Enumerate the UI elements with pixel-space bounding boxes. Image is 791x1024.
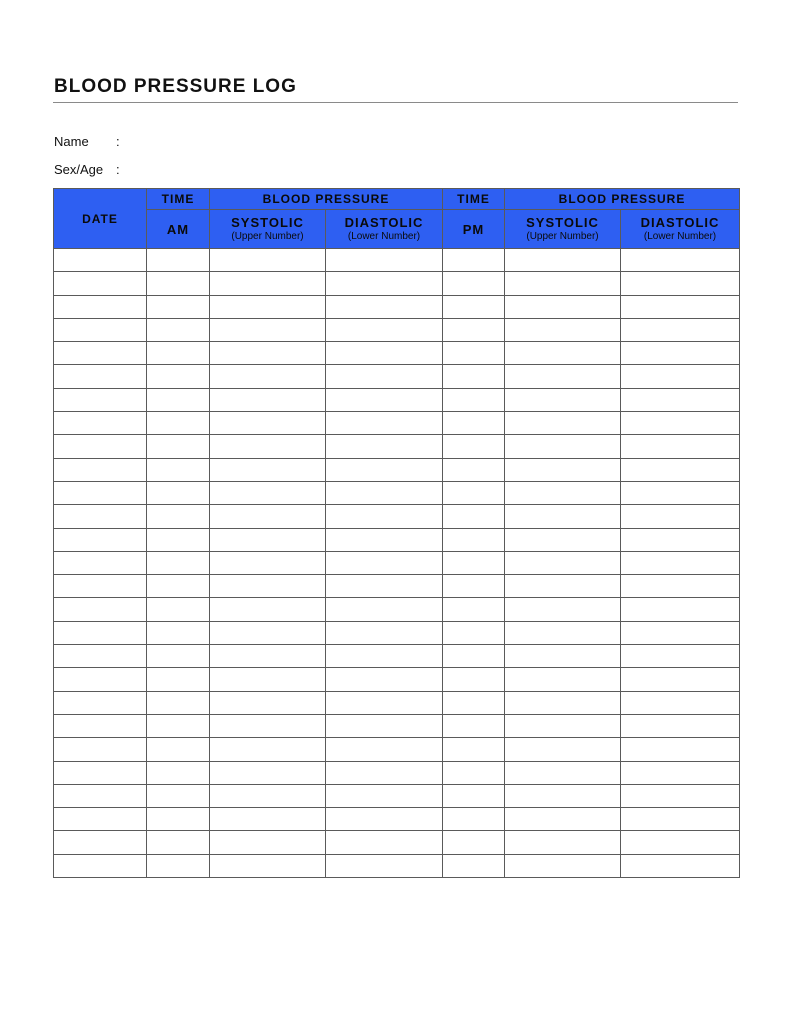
table-row <box>54 831 740 854</box>
pm-time-cell[interactable] <box>443 761 505 784</box>
am-systolic-cell[interactable] <box>210 272 326 295</box>
am-diastolic-cell[interactable] <box>326 808 443 831</box>
am-systolic-header <box>210 210 326 249</box>
pm-header: PM <box>443 210 505 249</box>
am-time-cell[interactable] <box>147 738 210 761</box>
am-diastolic-cell[interactable] <box>326 738 443 761</box>
am-diastolic-cell[interactable] <box>326 551 443 574</box>
table-row <box>54 342 740 365</box>
pm-time-cell[interactable] <box>443 714 505 737</box>
pm-time-cell[interactable] <box>443 295 505 318</box>
pm-systolic-cell[interactable] <box>505 714 621 737</box>
table-row <box>54 784 740 807</box>
date-cell[interactable] <box>54 784 147 807</box>
pm-systolic-cell[interactable] <box>505 481 621 504</box>
pm-diastolic-cell[interactable] <box>621 808 740 831</box>
am-time-cell[interactable] <box>147 808 210 831</box>
am-diastolic-cell[interactable] <box>326 295 443 318</box>
pm-systolic-cell[interactable] <box>505 458 621 481</box>
table-row <box>54 295 740 318</box>
am-systolic-cell[interactable] <box>210 854 326 877</box>
pm-diastolic-cell[interactable] <box>621 645 740 668</box>
pm-systolic-cell[interactable] <box>505 808 621 831</box>
pm-diastolic-cell[interactable] <box>621 435 740 458</box>
am-time-cell[interactable] <box>147 528 210 551</box>
am-time-cell[interactable] <box>147 435 210 458</box>
pm-diastolic-cell[interactable] <box>621 761 740 784</box>
am-systolic-cell[interactable] <box>210 412 326 435</box>
date-cell[interactable] <box>54 272 147 295</box>
am-time-cell[interactable] <box>147 481 210 504</box>
am-time-cell[interactable] <box>147 272 210 295</box>
am-systolic-cell[interactable] <box>210 808 326 831</box>
am-time-cell[interactable] <box>147 388 210 411</box>
pm-time-cell[interactable] <box>443 412 505 435</box>
pm-time-cell[interactable] <box>443 784 505 807</box>
date-cell[interactable] <box>54 854 147 877</box>
pm-diastolic-label: DIASTOLIC <box>640 215 720 230</box>
pm-systolic-cell[interactable] <box>505 505 621 528</box>
pm-diastolic-cell[interactable] <box>621 342 740 365</box>
pm-time-cell[interactable] <box>443 691 505 714</box>
sex-age-separator: : <box>116 162 120 177</box>
log-body <box>54 249 740 878</box>
am-time-cell[interactable] <box>147 621 210 644</box>
pm-diastolic-cell[interactable] <box>621 295 740 318</box>
name-label: Name <box>54 134 89 149</box>
am-diastolic-cell[interactable] <box>326 691 443 714</box>
table-row <box>54 551 740 574</box>
date-cell[interactable] <box>54 295 147 318</box>
pm-systolic-cell[interactable] <box>505 784 621 807</box>
am-diastolic-cell[interactable] <box>326 249 443 272</box>
name-separator: : <box>116 134 120 149</box>
table-row <box>54 738 740 761</box>
am-time-cell[interactable] <box>147 575 210 598</box>
pm-diastolic-cell[interactable] <box>621 505 740 528</box>
am-systolic-cell[interactable] <box>210 784 326 807</box>
pm-diastolic-cell[interactable] <box>621 551 740 574</box>
pm-systolic-cell[interactable] <box>505 295 621 318</box>
table-row <box>54 808 740 831</box>
pm-systolic-cell[interactable] <box>505 342 621 365</box>
am-time-cell[interactable] <box>147 645 210 668</box>
date-cell[interactable] <box>54 761 147 784</box>
am-systolic-cell[interactable] <box>210 714 326 737</box>
pm-time-cell[interactable] <box>443 505 505 528</box>
table-row <box>54 505 740 528</box>
table-row <box>54 621 740 644</box>
date-cell[interactable] <box>54 668 147 691</box>
table-row <box>54 528 740 551</box>
pm-systolic-cell[interactable] <box>505 831 621 854</box>
date-cell[interactable] <box>54 598 147 621</box>
am-diastolic-cell[interactable] <box>326 854 443 877</box>
pm-diastolic-cell[interactable] <box>621 831 740 854</box>
table-row <box>54 272 740 295</box>
am-time-header: TIME <box>147 189 210 210</box>
title-divider <box>53 102 738 103</box>
pm-time-cell[interactable] <box>443 808 505 831</box>
am-diastolic-cell[interactable] <box>326 365 443 388</box>
pm-time-cell[interactable] <box>443 551 505 574</box>
am-blood-pressure-header: BLOOD PRESSURE <box>210 189 443 210</box>
date-cell[interactable] <box>54 481 147 504</box>
pm-time-cell[interactable] <box>443 528 505 551</box>
am-time-cell[interactable] <box>147 505 210 528</box>
am-diastolic-sublabel: (Lower Number) <box>347 231 421 242</box>
am-systolic-cell[interactable] <box>210 598 326 621</box>
date-cell[interactable] <box>54 249 147 272</box>
am-diastolic-cell[interactable] <box>326 481 443 504</box>
date-cell[interactable] <box>54 435 147 458</box>
am-systolic-label: SYSTOLIC <box>231 215 304 230</box>
pm-time-cell[interactable] <box>443 598 505 621</box>
pm-time-cell[interactable] <box>443 831 505 854</box>
date-cell[interactable] <box>54 714 147 737</box>
pm-time-cell[interactable] <box>443 854 505 877</box>
pm-systolic-cell[interactable] <box>505 318 621 341</box>
date-cell[interactable] <box>54 645 147 668</box>
date-cell[interactable] <box>54 318 147 341</box>
pm-time-cell[interactable] <box>443 272 505 295</box>
date-cell[interactable] <box>54 412 147 435</box>
date-cell[interactable] <box>54 808 147 831</box>
am-systolic-cell[interactable] <box>210 365 326 388</box>
am-diastolic-cell[interactable] <box>326 318 443 341</box>
am-systolic-cell[interactable] <box>210 575 326 598</box>
pm-systolic-cell[interactable] <box>505 621 621 644</box>
pm-systolic-header <box>505 210 621 249</box>
pm-time-cell[interactable] <box>443 342 505 365</box>
table-row <box>54 598 740 621</box>
pm-time-cell[interactable] <box>443 458 505 481</box>
am-diastolic-cell[interactable] <box>326 668 443 691</box>
pm-time-cell[interactable] <box>443 435 505 458</box>
table-row <box>54 365 740 388</box>
am-time-cell[interactable] <box>147 412 210 435</box>
am-diastolic-cell[interactable] <box>326 342 443 365</box>
pm-systolic-cell[interactable] <box>505 528 621 551</box>
date-header: DATE <box>54 189 147 249</box>
pm-diastolic-cell[interactable] <box>621 784 740 807</box>
pm-systolic-cell[interactable] <box>505 412 621 435</box>
pm-diastolic-cell[interactable] <box>621 365 740 388</box>
pm-systolic-cell[interactable] <box>505 272 621 295</box>
am-diastolic-cell[interactable] <box>326 831 443 854</box>
name-field[interactable] <box>54 134 120 149</box>
pm-diastolic-cell[interactable] <box>621 738 740 761</box>
pm-diastolic-cell[interactable] <box>621 714 740 737</box>
pm-systolic-cell[interactable] <box>505 854 621 877</box>
pm-time-cell[interactable] <box>443 481 505 504</box>
am-systolic-cell[interactable] <box>210 831 326 854</box>
am-systolic-cell[interactable] <box>210 435 326 458</box>
pm-time-cell[interactable] <box>443 388 505 411</box>
am-time-cell[interactable] <box>147 854 210 877</box>
am-systolic-cell[interactable] <box>210 621 326 644</box>
pm-diastolic-cell[interactable] <box>621 318 740 341</box>
table-row <box>54 388 740 411</box>
table-row <box>54 714 740 737</box>
am-diastolic-cell[interactable] <box>326 621 443 644</box>
am-diastolic-cell[interactable] <box>326 528 443 551</box>
am-time-cell[interactable] <box>147 249 210 272</box>
am-time-cell[interactable] <box>147 668 210 691</box>
am-time-cell[interactable] <box>147 365 210 388</box>
blood-pressure-table <box>53 188 740 878</box>
am-time-cell[interactable] <box>147 295 210 318</box>
pm-time-cell[interactable] <box>443 575 505 598</box>
pm-time-cell[interactable] <box>443 738 505 761</box>
pm-diastolic-cell[interactable] <box>621 388 740 411</box>
am-time-cell[interactable] <box>147 714 210 737</box>
am-systolic-cell[interactable] <box>210 318 326 341</box>
pm-systolic-cell[interactable] <box>505 691 621 714</box>
am-diastolic-label: DIASTOLIC <box>344 215 424 230</box>
am-time-cell[interactable] <box>147 691 210 714</box>
am-diastolic-cell[interactable] <box>326 458 443 481</box>
table-row <box>54 435 740 458</box>
pm-time-cell[interactable] <box>443 668 505 691</box>
date-cell[interactable] <box>54 388 147 411</box>
date-cell[interactable] <box>54 551 147 574</box>
am-time-cell[interactable] <box>147 551 210 574</box>
sex-age-field[interactable] <box>54 162 120 177</box>
table-row <box>54 645 740 668</box>
pm-diastolic-cell[interactable] <box>621 458 740 481</box>
am-systolic-cell[interactable] <box>210 761 326 784</box>
pm-systolic-cell[interactable] <box>505 388 621 411</box>
pm-diastolic-cell[interactable] <box>621 272 740 295</box>
pm-systolic-sublabel: (Upper Number) <box>526 231 599 242</box>
am-diastolic-cell[interactable] <box>326 505 443 528</box>
pm-diastolic-cell[interactable] <box>621 481 740 504</box>
pm-time-cell[interactable] <box>443 249 505 272</box>
am-systolic-cell[interactable] <box>210 295 326 318</box>
am-systolic-cell[interactable] <box>210 249 326 272</box>
pm-systolic-cell[interactable] <box>505 738 621 761</box>
am-time-cell[interactable] <box>147 761 210 784</box>
am-systolic-cell[interactable] <box>210 342 326 365</box>
am-systolic-cell[interactable] <box>210 691 326 714</box>
date-cell[interactable] <box>54 528 147 551</box>
am-time-cell[interactable] <box>147 458 210 481</box>
date-cell[interactable] <box>54 831 147 854</box>
table-row <box>54 481 740 504</box>
am-systolic-cell[interactable] <box>210 505 326 528</box>
date-cell[interactable] <box>54 575 147 598</box>
date-cell[interactable] <box>54 691 147 714</box>
am-systolic-cell[interactable] <box>210 528 326 551</box>
am-systolic-cell[interactable] <box>210 481 326 504</box>
pm-systolic-cell[interactable] <box>505 575 621 598</box>
date-cell[interactable] <box>54 365 147 388</box>
am-diastolic-cell[interactable] <box>326 761 443 784</box>
pm-systolic-label: SYSTOLIC <box>526 215 599 230</box>
pm-systolic-cell[interactable] <box>505 761 621 784</box>
am-time-cell[interactable] <box>147 784 210 807</box>
page-title: BLOOD PRESSURE LOG <box>54 76 297 97</box>
pm-blood-pressure-header: BLOOD PRESSURE <box>505 189 740 210</box>
date-cell[interactable] <box>54 505 147 528</box>
am-diastolic-cell[interactable] <box>326 714 443 737</box>
table-row <box>54 318 740 341</box>
table-row <box>54 249 740 272</box>
am-diastolic-cell[interactable] <box>326 412 443 435</box>
am-diastolic-cell[interactable] <box>326 435 443 458</box>
pm-diastolic-header <box>621 210 740 249</box>
pm-systolic-cell[interactable] <box>505 598 621 621</box>
pm-time-cell[interactable] <box>443 645 505 668</box>
sex-age-label: Sex/Age <box>54 162 104 177</box>
am-systolic-cell[interactable] <box>210 645 326 668</box>
am-time-cell[interactable] <box>147 318 210 341</box>
am-diastolic-cell[interactable] <box>326 575 443 598</box>
am-diastolic-header <box>326 210 443 249</box>
pm-systolic-cell[interactable] <box>505 249 621 272</box>
am-header: AM <box>147 210 210 249</box>
table-row <box>54 854 740 877</box>
table-row <box>54 412 740 435</box>
am-systolic-cell[interactable] <box>210 388 326 411</box>
am-diastolic-cell[interactable] <box>326 388 443 411</box>
table-row <box>54 575 740 598</box>
am-systolic-cell[interactable] <box>210 458 326 481</box>
pm-diastolic-cell[interactable] <box>621 621 740 644</box>
am-systolic-cell[interactable] <box>210 738 326 761</box>
pm-diastolic-sublabel: (Lower Number) <box>643 231 717 242</box>
date-cell[interactable] <box>54 621 147 644</box>
am-systolic-sublabel: (Upper Number) <box>231 231 304 242</box>
am-diastolic-cell[interactable] <box>326 645 443 668</box>
pm-systolic-cell[interactable] <box>505 365 621 388</box>
pm-diastolic-cell[interactable] <box>621 668 740 691</box>
table-row <box>54 761 740 784</box>
date-cell[interactable] <box>54 458 147 481</box>
pm-diastolic-cell[interactable] <box>621 575 740 598</box>
pm-diastolic-cell[interactable] <box>621 598 740 621</box>
table-row <box>54 458 740 481</box>
table-row <box>54 668 740 691</box>
pm-diastolic-cell[interactable] <box>621 528 740 551</box>
pm-diastolic-cell[interactable] <box>621 854 740 877</box>
pm-systolic-cell[interactable] <box>505 435 621 458</box>
pm-time-cell[interactable] <box>443 621 505 644</box>
am-diastolic-cell[interactable] <box>326 784 443 807</box>
pm-diastolic-cell[interactable] <box>621 412 740 435</box>
date-cell[interactable] <box>54 342 147 365</box>
pm-time-cell[interactable] <box>443 365 505 388</box>
am-systolic-cell[interactable] <box>210 668 326 691</box>
am-diastolic-cell[interactable] <box>326 272 443 295</box>
pm-diastolic-cell[interactable] <box>621 691 740 714</box>
am-time-cell[interactable] <box>147 598 210 621</box>
pm-systolic-cell[interactable] <box>505 668 621 691</box>
date-cell[interactable] <box>54 738 147 761</box>
am-time-cell[interactable] <box>147 831 210 854</box>
pm-systolic-cell[interactable] <box>505 645 621 668</box>
am-diastolic-cell[interactable] <box>326 598 443 621</box>
pm-diastolic-cell[interactable] <box>621 249 740 272</box>
pm-systolic-cell[interactable] <box>505 551 621 574</box>
am-time-cell[interactable] <box>147 342 210 365</box>
pm-time-cell[interactable] <box>443 318 505 341</box>
pm-time-header: TIME <box>443 189 505 210</box>
am-systolic-cell[interactable] <box>210 551 326 574</box>
table-row <box>54 691 740 714</box>
